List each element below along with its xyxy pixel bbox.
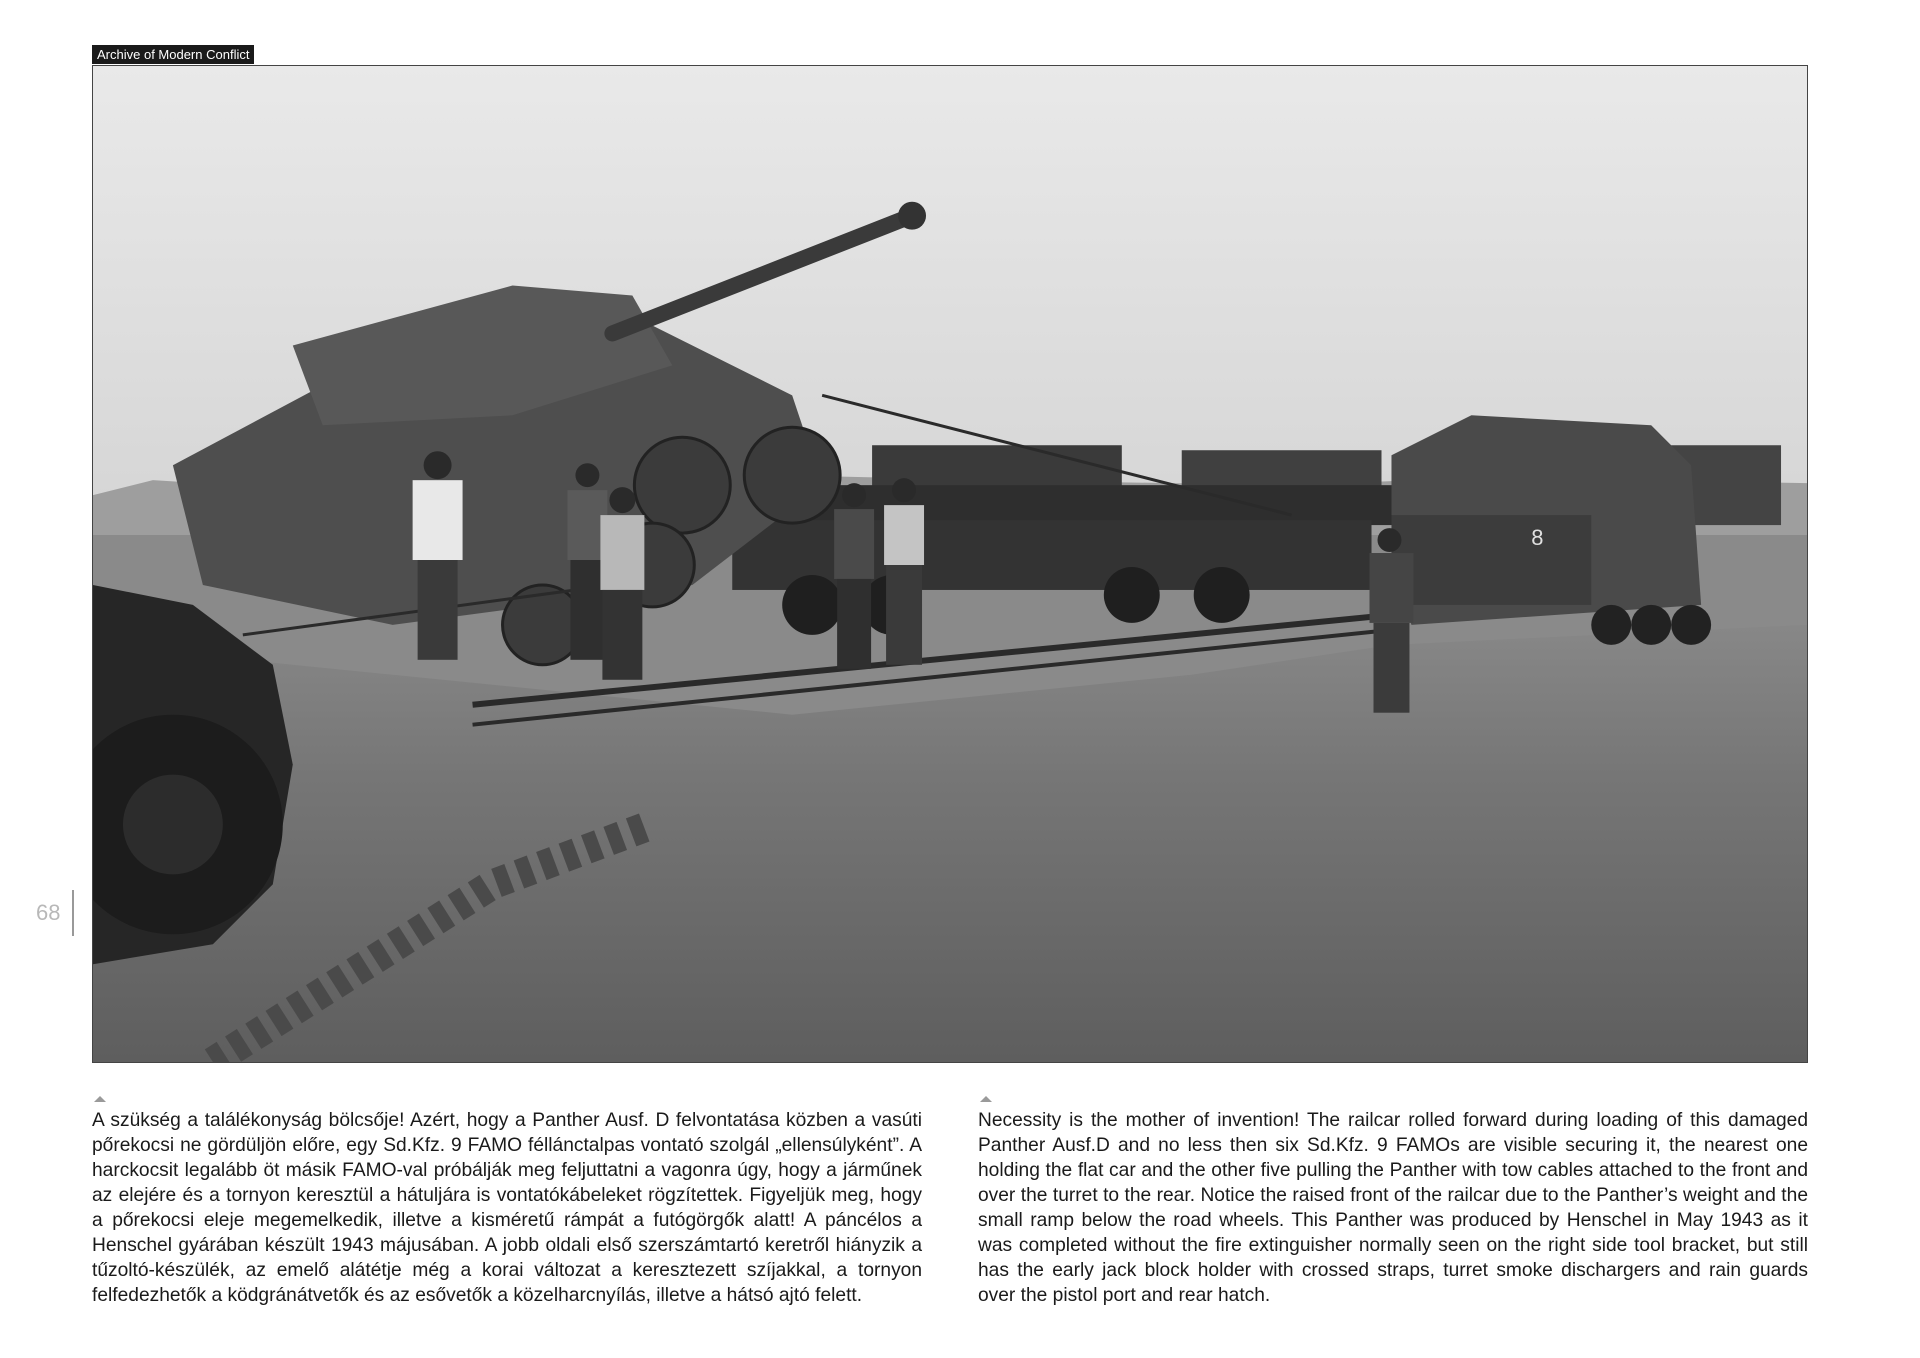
caption-hungarian-text: A szükség a találékonyság bölcsője! Azért, hogy a Panther Ausf. D felvontatása közben a vasúti pőrekocsi ne gördüljön előre, egy Sd.Kfz. 9 FAMO féllánctalpas vontató szolgál „ellensúlyként”. A harckocsit legalább öt másik FAMO-val próbálják meg feljuttatni a vagonra úgy, hogy a járműnek az elejére és a tornyon keresztül a hátuljára is vontatókábeleket rögzítettek. Figyeljük meg, hogy a pőrekocsi eleje megemelkedik, illetve a kisméretű rámpát a futógörgők alatt! A páncélos a Henschel gyárában készült 1943 májusában. A jobb oldali első szerszámtartó keretről hiányzik a tűzoltó-készülék, az emelő alátétje még a korai változat a keresztezett szíjakkal, a tornyon felfedezhetők a ködgránátvetők és az esővetők a közelharcnyílás, illetve a hátsó ajtó felett.	[92, 1110, 922, 1306]
caption-english-text: Necessity is the mother of invention! The railcar rolled forward during loading of this damaged Panther Ausf.D and no less then six Sd.Kfz. 9 FAMOs are visible securing it, the nearest one holding the flat car and the other five pulling the Panther with tow cables attached to the front and over the turret to the rear. Notice the raised front of the railcar due to the Panther’s weight and the small ramp below the road wheels. This Panther was produced by Henschel in May 1943 as it was completed without the fire extinguisher normally seen on the right side tool bracket, but still has the early jack block holder with crossed straps, turret smoke dischargers and rain guards over the pistol port and rear hatch.	[978, 1110, 1808, 1306]
soldier	[1370, 528, 1414, 713]
famo-cab	[1391, 515, 1591, 605]
photo-illustration	[93, 66, 1807, 1062]
caption-arrow-icon	[94, 1096, 106, 1102]
decal-number: 8	[1531, 525, 1544, 551]
photo-credit: Archive of Modern Conflict	[92, 45, 254, 64]
caption-english	[978, 1096, 1808, 1308]
soldier	[600, 487, 644, 680]
muzzle-brake	[898, 202, 926, 230]
soldier	[884, 478, 924, 665]
page-number-rule	[72, 890, 74, 936]
soldier	[413, 451, 463, 660]
soldier	[834, 483, 874, 669]
archival-photograph	[92, 65, 1808, 1063]
caption-arrow-icon	[980, 1096, 992, 1102]
caption-hungarian	[92, 1096, 922, 1308]
railcar-side	[732, 520, 1371, 590]
page-number: 68	[36, 900, 61, 925]
